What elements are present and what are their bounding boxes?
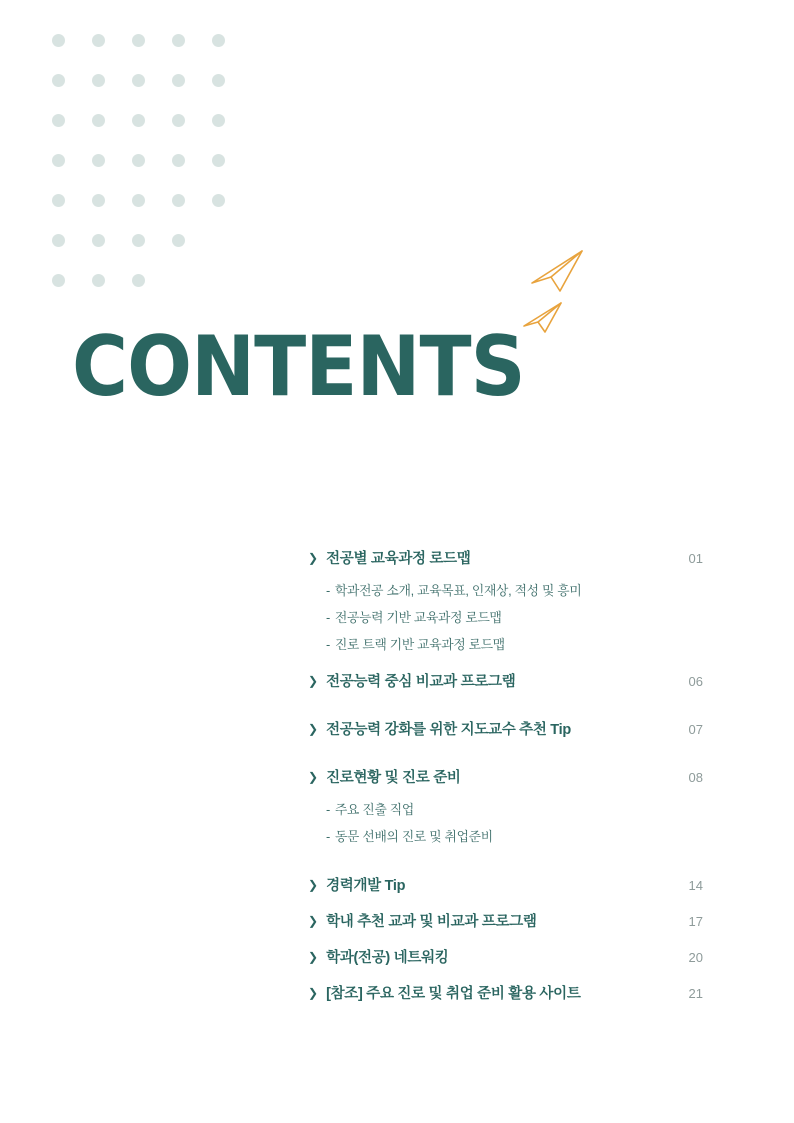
toc-entry-page: 06 — [688, 674, 703, 689]
dot — [92, 34, 105, 47]
toc-entry[interactable] — [308, 867, 703, 901]
dash-icon: - — [326, 610, 330, 625]
toc-sub-item[interactable] — [326, 576, 703, 603]
dot — [52, 34, 65, 47]
toc-entry-page: 14 — [688, 878, 703, 893]
dash-icon: - — [326, 829, 330, 844]
spacer — [308, 699, 703, 711]
toc-entry-page: 20 — [688, 950, 703, 965]
toc-sub-item[interactable] — [326, 603, 703, 630]
dot — [92, 274, 105, 287]
toc-sub-list — [326, 576, 703, 657]
page-title: CONTENTS — [72, 318, 525, 415]
toc-entry-label: [참조] 주요 진로 및 취업 준비 활용 사이트 — [326, 986, 581, 1002]
dot — [92, 194, 105, 207]
dot — [52, 74, 65, 87]
toc-entry[interactable] — [308, 939, 703, 973]
toc-sub-label: 진로 트랙 기반 교육과정 로드맵 — [335, 637, 505, 652]
spacer — [308, 855, 703, 867]
dot — [172, 234, 185, 247]
chevron-right-icon: ❯ — [308, 674, 319, 688]
toc-entry-label: 진로현황 및 진로 준비 — [326, 770, 461, 786]
toc-entry[interactable] — [308, 663, 703, 697]
dot — [172, 154, 185, 167]
dot — [212, 74, 225, 87]
dash-icon: - — [326, 802, 330, 817]
dot — [172, 34, 185, 47]
toc-sub-label: 동문 선배의 진로 및 취업준비 — [335, 829, 493, 844]
dot — [52, 234, 65, 247]
chevron-right-icon: ❯ — [308, 878, 319, 892]
toc-entry[interactable] — [308, 540, 703, 657]
toc-sub-item[interactable] — [326, 795, 703, 822]
toc-entry-page: 07 — [688, 722, 703, 737]
dot — [132, 194, 145, 207]
chevron-right-icon: ❯ — [308, 986, 319, 1000]
toc-sub-list — [326, 795, 703, 849]
dash-icon: - — [326, 637, 330, 652]
dash-icon: - — [326, 583, 330, 598]
toc-entry-page: 17 — [688, 914, 703, 929]
paper-plane-icon — [527, 248, 587, 294]
dot — [92, 114, 105, 127]
dot — [172, 114, 185, 127]
decorative-dot-grid — [52, 34, 252, 314]
dot — [132, 114, 145, 127]
toc-entry[interactable] — [308, 975, 703, 1009]
toc-entry[interactable] — [308, 711, 703, 745]
toc-entry-label: 전공능력 강화를 위한 지도교수 추천 Tip — [326, 722, 571, 738]
dot — [52, 274, 65, 287]
dot — [212, 194, 225, 207]
chevron-right-icon: ❯ — [308, 551, 319, 565]
dot — [52, 194, 65, 207]
dot — [212, 34, 225, 47]
dot — [212, 114, 225, 127]
dot — [52, 154, 65, 167]
chevron-right-icon: ❯ — [308, 914, 319, 928]
dot — [132, 274, 145, 287]
toc-sub-label: 전공능력 기반 교육과정 로드맵 — [335, 610, 502, 625]
toc-sub-item[interactable] — [326, 822, 703, 849]
paper-plane-icon — [521, 301, 565, 335]
toc-entry[interactable] — [308, 759, 703, 849]
dot — [172, 194, 185, 207]
dot — [92, 154, 105, 167]
chevron-right-icon: ❯ — [308, 770, 319, 784]
chevron-right-icon: ❯ — [308, 722, 319, 736]
toc-entry-label: 전공능력 중심 비교과 프로그램 — [326, 674, 516, 690]
toc-entry-page: 01 — [688, 551, 703, 566]
toc-entry-label: 학내 추천 교과 및 비교과 프로그램 — [326, 914, 537, 930]
toc-entry-label: 경력개발 Tip — [326, 878, 406, 894]
table-of-contents — [308, 540, 703, 1011]
dot — [92, 234, 105, 247]
spacer — [308, 747, 703, 759]
dot — [132, 234, 145, 247]
toc-entry-page: 08 — [688, 770, 703, 785]
toc-sub-label: 주요 진출 직업 — [335, 802, 414, 817]
dot — [212, 154, 225, 167]
toc-entry-label: 학과(전공) 네트워킹 — [326, 950, 449, 966]
dot — [132, 74, 145, 87]
toc-entry-label: 전공별 교육과정 로드맵 — [326, 551, 471, 567]
toc-sub-item[interactable] — [326, 630, 703, 657]
chevron-right-icon: ❯ — [308, 950, 319, 964]
toc-entry[interactable] — [308, 903, 703, 937]
dot — [52, 114, 65, 127]
dot — [132, 154, 145, 167]
dot — [132, 34, 145, 47]
dot — [172, 74, 185, 87]
dot — [92, 74, 105, 87]
toc-sub-label: 학과전공 소개, 교육목표, 인재상, 적성 및 흥미 — [335, 583, 582, 598]
toc-entry-page: 21 — [688, 986, 703, 1001]
